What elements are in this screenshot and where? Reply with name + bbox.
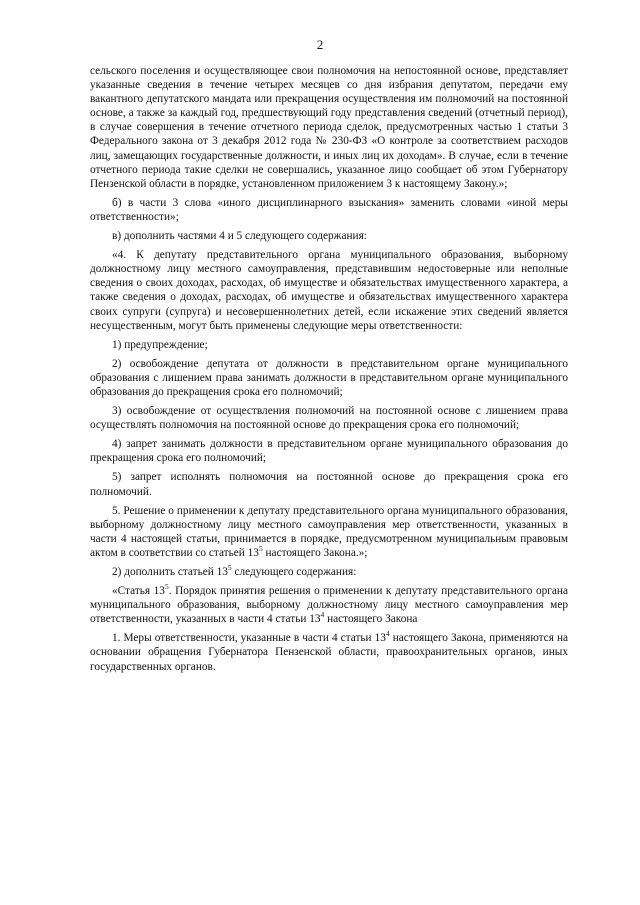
paragraph-text: 1. Меры ответственности, указанные в части 4 статьи 13: [112, 632, 386, 645]
list-item: 5) запрет исполнять полномочия на постоянной основе до прекращения срока его полномочий.: [90, 471, 568, 498]
paragraph-text: 5. Решение о применении к депутату представительного органа муниципального образования, выборному должностному лицу местного самоуправления мер ответственности, указанных в части 4 настоящей статьи, принимается в порядке, предусмотренном муниципальным правовым актом в соответствии со статьей 13: [90, 504, 568, 559]
paragraph-text: следующего содержания:: [231, 566, 357, 578]
page-number: 2: [316, 37, 324, 52]
paragraph-text: «Статья 13: [112, 585, 165, 598]
paragraph-text: 2) дополнить статьей 13: [112, 566, 228, 578]
superscript: 5: [227, 563, 232, 572]
paragraph-text: настоящего Закона, применяются на основании обращения Губернатора Пензенской области, правоохранительных органов, иных государственных органов.: [90, 632, 569, 673]
superscript: 4: [320, 610, 325, 620]
paragraph: [90, 504, 568, 560]
paragraph-text: настоящего Закона: [324, 613, 418, 626]
paragraph: б) в части 3 слова «иного дисциплинарного взыскания» заменить словами «иной меры ответственности»;: [90, 196, 568, 223]
list-item: 4) запрет занимать должности в представительном органе муниципального образования до прекращения срока его полномочий;: [90, 438, 568, 465]
list-item: 2) освобождение депутата от должности в представительном органе муниципального образования с лишением права занимать должности в представительном органе муниципального образования до прекращения срока его полномочий;: [90, 357, 568, 398]
document-body: [90, 64, 568, 679]
paragraph-text: настоящего Закона.»;: [262, 546, 368, 559]
superscript: 4: [385, 629, 390, 639]
list-item: 3) освобождение от осуществления полномочий на постоянной основе с лишением права осуществлять полномочия на постоянной основе до прекращения срока его полномочий;: [90, 405, 568, 432]
superscript: 5: [164, 582, 169, 592]
paragraph: [90, 565, 568, 579]
superscript: 5: [258, 543, 263, 553]
paragraph: в) дополнить частями 4 и 5 следующего содержания:: [112, 230, 367, 243]
list-item: 1) предупреждение;: [112, 338, 208, 351]
paragraph: [90, 631, 568, 673]
article-heading: [90, 584, 568, 626]
paragraph-text: . Порядок принятия решения о применении к депутату представительного органа муниципального образования, выборному должностному лицу местного самоуправления мер ответственности, указанных в части 4 статьи 13: [90, 585, 568, 626]
paragraph: «4. К депутату представительного органа муниципального образования, выборному должностному лицу местного самоуправления, представившим недостоверные или неполные сведения о своих доходах, расходах, об имуществе и обязательствах имущественного характера, а также сведения о доходах, расходах, об имуществе и обязательствах имущественного характера своих супруги (супруга) и несовершеннолетних детей, если искажение этих сведений является несущественным, могут быть применены следующие меры ответственности:: [90, 249, 568, 332]
paragraph: сельского поселения и осуществляющее свои полномочия на непостоянной основе, представляет указанные сведения в течение четырех месяцев со дня избрания депутатом, передачи ему вакантного депутатского мандата или прекращения осуществления им полномочий на постоянной основе, а также за каждый год, предшествующий году представления сведений (отчетный период), в случае совершения в течение отчетного периода сделок, предусмотренных частью 1 статьи 3 Федерального закона от 3 декабря 2012 года № 230-ФЗ «О контроле за соответствием расходов лиц, замещающих государственные должности, и иных лиц их доходам». В случае, если в течение отчетного периода такие сделки не совершались, указанное лицо сообщает об этом Губернатору Пензенской области в порядке, установленном приложением 3 к настоящему Закону.»;: [90, 65, 568, 190]
